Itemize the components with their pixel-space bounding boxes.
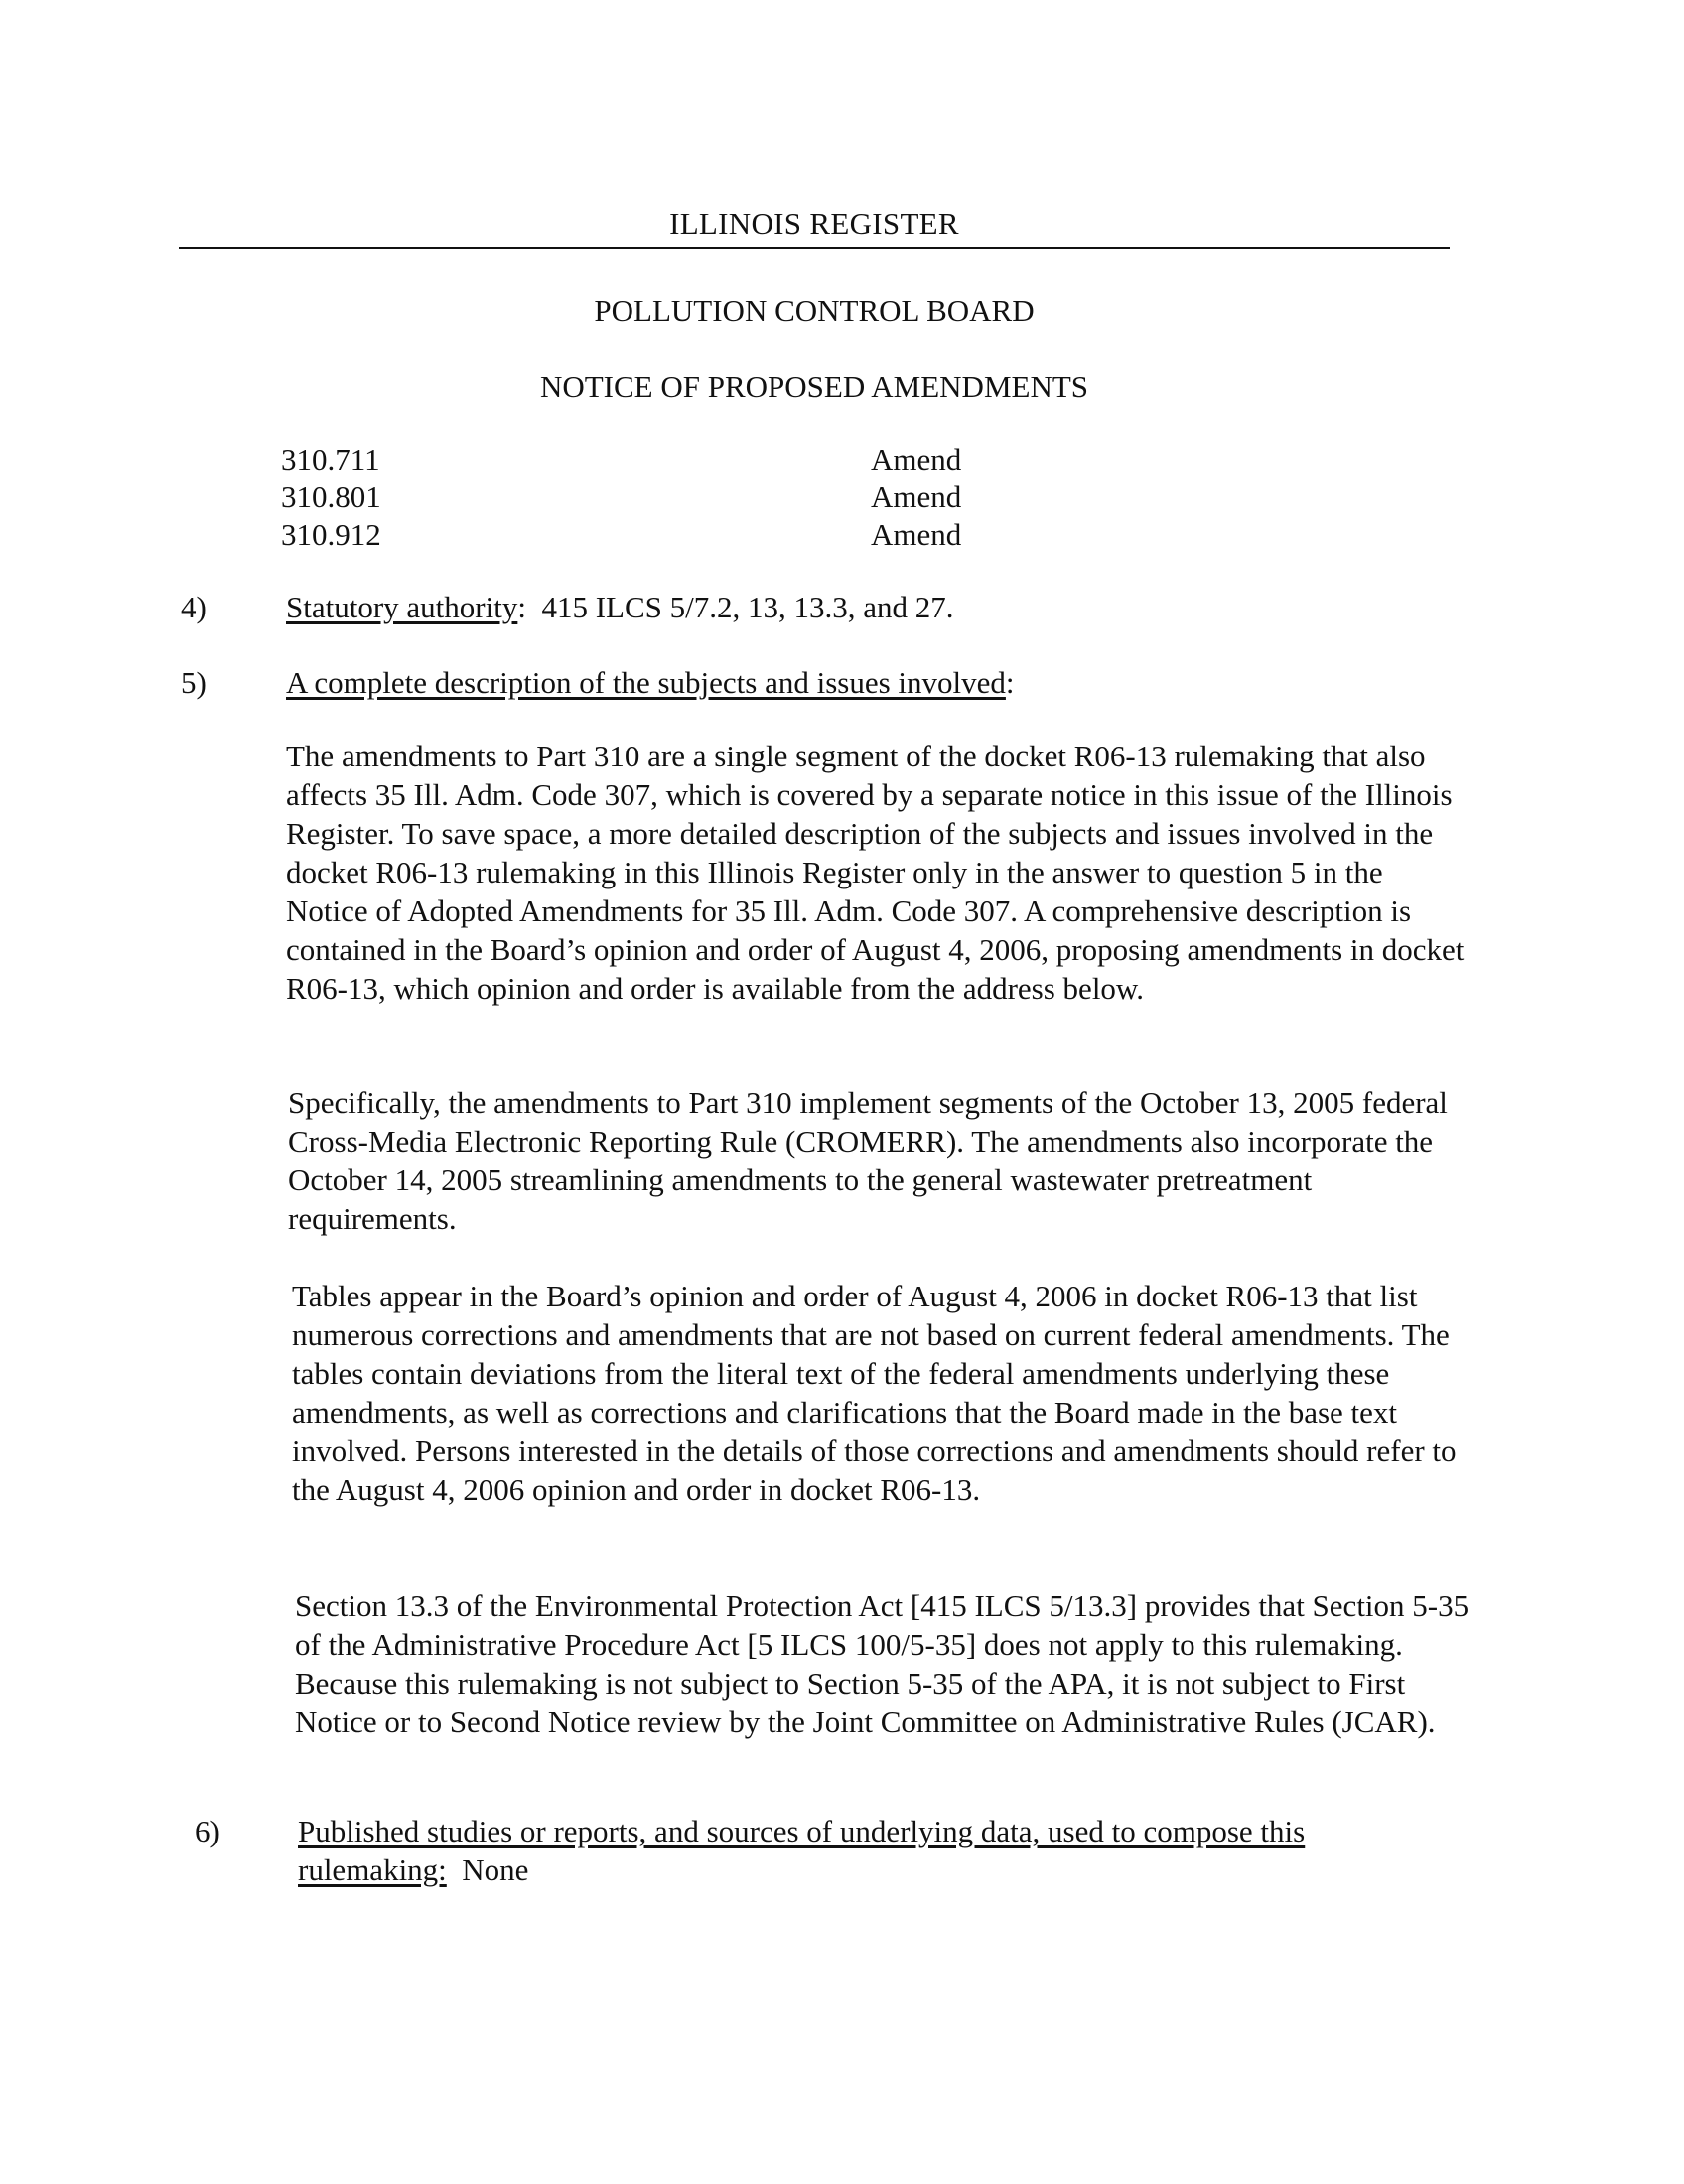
section-number: 310.801 [281,479,381,514]
published-studies-text: None [462,1852,529,1887]
item-label: A complete description of the subjects and issues involved [286,665,1006,700]
section-row [281,478,976,516]
description-paragraph: Tables appear in the Board’s opinion and order of August 4, 2006 in docket R06-13 that list numerous corrections and amendments that are not based on current federal amendments. The tables contain deviations from the literal text of the federal amendments underlying these amendments, as well as corrections and clarifications that the Board made in the base text involved. Persons interested in the details of those corrections and amendments should refer to the August 4, 2006 opinion and order in docket R06-13. [292,1279,1457,1507]
item-body [298,1812,1390,1889]
description-paragraph: Specifically, the amendments to Part 310 implement segments of the October 13, 2005 federal Cross-Media Electronic Reporting Rule (CROMERR). The amendments also incorporate the October 14, 2005 streamlining amendments to the general wastewater pretreatment requirements. [288,1085,1448,1236]
statutory-authority-text: 415 ILCS 5/7.2, 13, 13.3, and 27. [541,590,954,624]
item-number: 4) [181,590,207,624]
notice-type: NOTICE OF PROPOSED AMENDMENTS [539,369,1089,404]
header-divider [179,247,1450,249]
sections-table [281,441,976,554]
section-action: Amend [871,517,962,552]
section-action: Amend [871,442,962,477]
item-body [286,590,954,625]
label-colon: : [517,590,526,624]
item-label: Statutory authority [286,590,518,624]
item-label: Published studies or reports, and sources of underlying data, used to compose this rulemaking: [298,1814,1306,1887]
item-number: 5) [181,665,207,700]
description-paragraph: The amendments to Part 310 are a single segment of the docket R06-13 rulemaking that also affects 35 Ill. Adm. Code 307, which is covered by a separate notice in this issue of the Illinois Register. To save space, a more detailed description of the subjects and issues involved in the docket R06-13 rulemaking in this Illinois Register only in the answer to question 5 in the Notice of Adopted Amendments for 35 Ill. Adm. Code 307. A comprehensive description is contained in the Board’s opinion and order of August 4, 2006, proposing amendments in docket R06-13, which opinion and order is available from the address below. [286,739,1465,1006]
section-row [281,441,976,478]
publication-title: ILLINOIS REGISTER [669,206,959,241]
description-paragraph: Section 13.3 of the Environmental Protection Act [415 ILCS 5/13.3] provides that Section 5-35 of the Administrative Procedure Act [5 ILCS 100/5-35] does not apply to this rulemaking. Because this rulemaking is not subject to Section 5-35 of the APA, it is not subject to First Notice or to Second Notice review by the Joint Committee on Administrative Rules (JCAR). [295,1588,1470,1739]
section-number: 310.912 [281,517,381,552]
agency-name: POLLUTION CONTROL BOARD [594,293,1035,328]
label-colon: : [1005,665,1015,700]
item-body [286,665,1015,701]
section-number: 310.711 [281,442,380,477]
section-action: Amend [871,479,962,514]
item-number: 6) [195,1814,220,1848]
section-row [281,516,976,554]
